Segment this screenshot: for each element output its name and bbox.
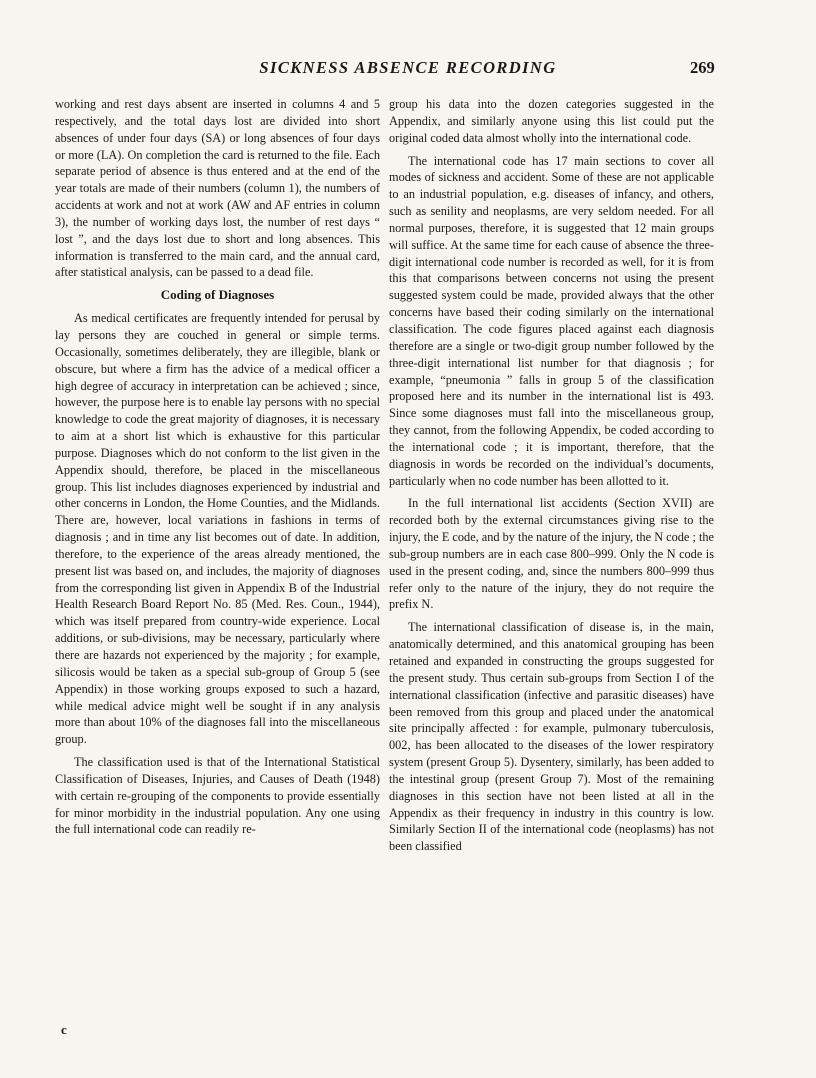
- running-title: SICKNESS ABSENCE RECORDING: [259, 58, 557, 77]
- paragraph: The classification used is that of the International Statistical Classification of Diseases, Injuries, and Causes of Death (1948) with certain re-grouping of the components to provide essentially for minor morbidity in the industrial population. Any one using the full international code can readily re-: [55, 755, 380, 837]
- paragraph-continued: group his data into the dozen categories suggested in the Appendix, and similarly anyone using this list could put the original coded data almost wholly into the international code.: [389, 97, 714, 145]
- right-column: [389, 96, 714, 861]
- paragraph: As medical certificates are frequently intended for perusal by lay persons they are couched in general or simple terms. Occasionally, sometimes deliberately, they are illegible, blank or obscure, but where a firm has the advice of a medical officer a high degree of accuracy in interpretation can be achieved ; since, however, the purpose here is to enable lay persons with no special knowledge to code the great majority of diagnoses, it is necessary to aim at a short list which is exhaustive for this particular purpose. Diagnoses which do not conform to the list given in the Appendix should, therefore, be placed in the miscellaneous group. This list includes diagnoses experienced by industrial and other concerns in London, the Home Counties, and the Midlands. There are, however, local variations in fashions in terms of diagnosis ; and in time any list becomes out of date. In addition, therefore, to the experience of the areas already mentioned, the present list was based on, and includes, the majority of diagnoses from the corresponding list given in Appendix B of the Industrial Health Research Board Report No. 85 (Med. Res. Coun., 1944), which was itself prepared from country-wide experience. Local additions, or sub-divisions, may be necessary, particularly where there are hazards not experienced by the majority ; for example, silicosis would be taken as a special sub-group of Group 5 (see Appendix) in those working groups exposed to such a hazard, while medical advice might well be sought if in any analysis more than about 10% of the diagnoses fall into the miscellaneous group.: [55, 311, 380, 747]
- page-number: 269: [690, 58, 715, 77]
- signature-mark: c: [61, 1022, 67, 1037]
- left-column: [55, 96, 380, 844]
- paragraph: The international classification of disease is, in the main, anatomically determined, and this anatomical grouping has been retained and expanded in constructing the groups suggested for the present study. Thus certain sub-groups from Section I of the international classification (infective and parasitic diseases) have been removed from this group and placed under the anatomical site principally affected : for example, pulmonary tuberculosis, 002, has been allocated to the diseases of the lower respiratory system (present Group 5). Dysentery, similarly, has been added to the intestinal group (present Group 7). Most of the remaining diagnoses in this section have not been listed at all in the Appendix as their frequency in industry in this country is low. Similarly Section II of the international code (neoplasms) has not been classified: [389, 620, 714, 854]
- paragraph-continued: working and rest days absent are inserted in columns 4 and 5 respectively, and the total days lost are divided into short absences of under four days (SA) or long absences of four days or more (LA). On completion the card is returned to the file. Each separate period of absence is thus entered and at the end of the year totals are made of their numbers (column 1), the numbers of accidents at work and not at work (AW and AF entries in column 3), the number of working days lost, the number of rest days “ lost ”, and the days lost due to short and long absences. This information is transferred to the main card, and the annual card, after statistical analysis, can be passed to a dead file.: [55, 97, 380, 280]
- paragraph: In the full international list accidents (Section XVII) are recorded both by the external circumstances giving rise to the injury, the E code, and by the nature of the injury, the N code ; the sub-group numbers are in each case 800–999. Only the N code is used in the present coding, and, since the numbers 800–999 thus refer only to the nature of the injury, they do not require the prefix N.: [389, 496, 714, 612]
- paragraph: The international code has 17 main sections to cover all modes of sickness and accident. Some of these are not applicable to an industrial population, e.g. diseases of infancy, and others, such as senility and neoplasms, are very seldom needed. For all normal purposes, therefore, it is suggested that 12 main groups will suffice. At the same time for each cause of absence the three-digit international code number is recorded as well, for it is from this that comparisons between concerns not using the present suggested system could be made, provided always that the other concerns have based their coding similarly on the international classification. The code figures placed against each diagnosis therefore are a single or two-digit group number followed by the three-digit international list number for that diagnosis ; for example, “pneumonia ” falls in group 5 of the classification proposed here and its number in the international list is 493. Since some diagnoses must fall into the miscellaneous group, they cannot, from the following Appendix, be coded according to the international code ; it is important, therefore, that the diagnosis in words be recorded on the individual’s documents, particularly when no code number has been allotted to it.: [389, 153, 714, 488]
- section-heading: Coding of Diagnoses: [160, 287, 275, 303]
